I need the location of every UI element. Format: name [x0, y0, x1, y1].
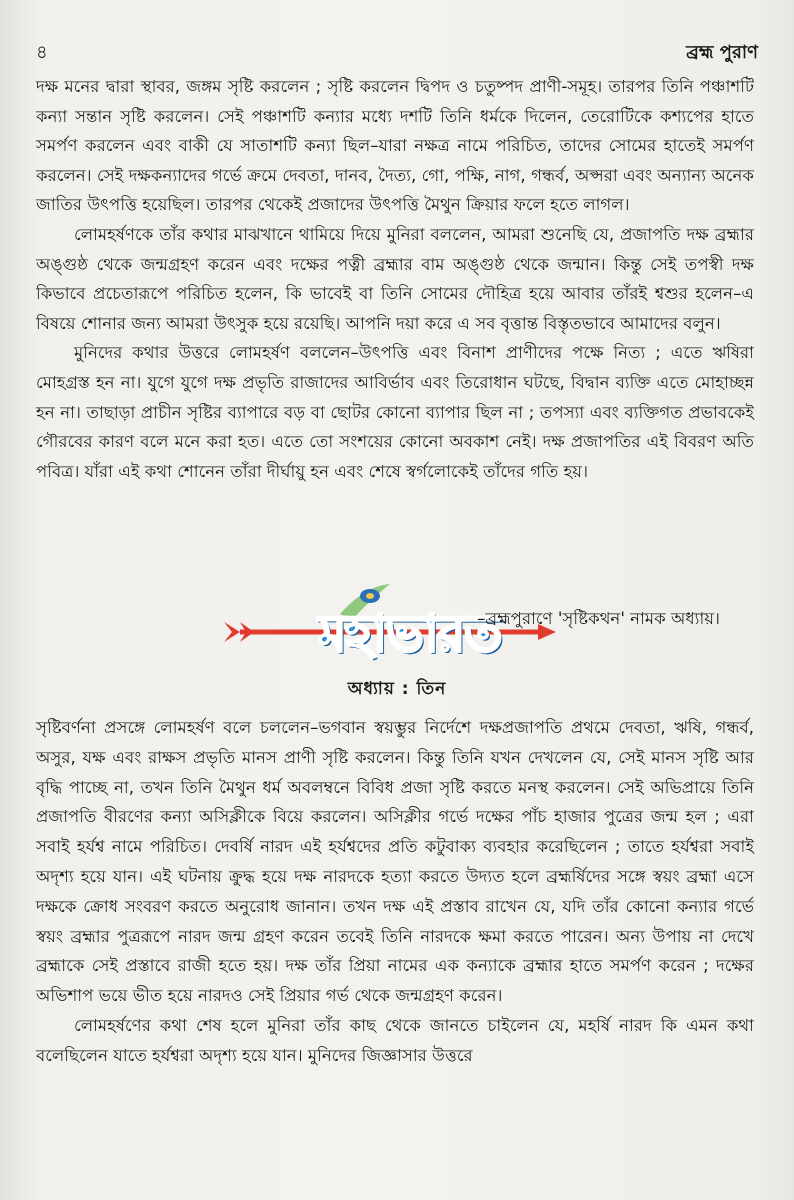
- running-head: ব্রহ্ম পুরাণ: [686, 42, 758, 63]
- paragraph: লোমহর্ষণকে তাঁর কথার মাঝখানে থামিয়ে দিয়ে মুনিরা বললেন, আমরা শুনেছি যে, প্রজাপতি দক্ষ ব্রহ্মার অঙ্গুষ্ঠ থেকে জন্মগ্রহণ করেন এবং দক্ষের পত্নী ব্রহ্মার বাম অঙ্গুষ্ঠ থেকে জন্মান। কিন্তু সেই তপস্বী দক্ষ কিভাবে প্রচেতারূপে পরিচিত হলেন, কি ভাবেই বা তিনি সোমের দৌহিত্র হয়ে আবার তাঁরই শ্বশুর হলেন–এ বিষয়ে শোনার জন্য আমরা উৎসুক হয়ে রয়েছি। আপনি দয়া করে এ সব বৃত্তান্ত বিস্তৃতভাবে আমাদের বলুন।: [36, 224, 754, 333]
- chapter-heading: অধ্যায় : তিন: [347, 679, 447, 699]
- body-text-top: [36, 72, 754, 486]
- paragraph: মুনিদের কথার উত্তরে লোমহর্ষণ বললেন–উৎপত্তি এবং বিনাশ প্রাণীদের পক্ষে নিত্য ; এতে ঋষিরা মোহগ্রস্ত হন না। যুগে যুগে দক্ষ প্রভৃতি রাজাদের আবির্ভাব এবং তিরোধান ঘটছে, বিদ্বান ব্যক্তি এতে মোহাচ্ছন্ন হন না। তাছাড়া প্রাচীন সৃষ্টির ব্যাপারে বড় বা ছোটর কোনো ব্যাপার ছিল না ; তপস্যা এবং ব্যক্তিগত প্রভাবকেই গৌরবের কারণ বলে মনে করা হত। এতে তো সংশয়ের কোনো অবকাশ নেই। দক্ষ প্রজাপতির এই বিবরণ অতি পবিত্র। যাঁরা এই কথা শোনেন তাঁরা দীর্ঘায়ু হন এবং শেষে স্বর্গলোকেই তাঁদের গতি হয়।: [36, 343, 754, 481]
- body-text-bottom: [36, 713, 754, 1071]
- watermark-logo-text: মহাভারত: [318, 604, 501, 664]
- chapter-end-caption: –ব্রহ্মপুরাণে 'সৃষ্টিকথন' নামক অধ্যায়।: [477, 609, 720, 628]
- paragraph: সৃষ্টিবর্ণনা প্রসঙ্গে লোমহর্ষণ বলে চললেন–ভগবান স্বয়ম্ভুর নির্দেশে দক্ষপ্রজাপতি প্রথমে দেবতা, ঋষি, গন্ধর্ব, অসুর, যক্ষ এবং রাক্ষস প্রভৃতি মানস প্রাণী সৃষ্টি করলেন। কিন্তু তিনি যখন দেখলেন যে, সেই মানস সৃষ্টি আর বৃদ্ধি পাচ্ছে না, তখন তিনি মৈথুন ধর্ম অবলম্বনে বিবিধ প্রজা সৃষ্টি করতে মনস্থ করলেন। সেই অভিপ্রায়ে তিনি প্রজাপতি বীরণের কন্যা অসিক্লীকে বিয়ে করলেন। অসিক্লীর গর্ভে দক্ষের পাঁচ হাজার পুত্রের জন্ম হল ; এরা সবাই হর্যশ্ব নামে পরিচিত। দেবর্ষি নারদ এই হর্যশ্বদের প্রতি কটুবাক্য ব্যবহার করেছিলেন ; তাতে হর্যশ্বরা সবাই অদৃশ্য হয়ে যান। এই ঘটনায় ক্রুদ্ধ হয়ে দক্ষ নারদকে হত্যা করতে উদ্যত হলে ব্রহ্মর্ষিদের সঙ্গে স্বয়ং ব্রহ্মা এসে দক্ষকে ক্রোধ সংবরণ করতে অনুরোধ জানান। তখন দক্ষ এই প্রস্তাব রাখেন যে, যদি তাঁর কোনো কন্যার গর্ভে স্বয়ং ব্রহ্মার পুত্ররূপে নারদ জন্ম গ্রহণ করেন তবেই তিনি নারদকে ক্ষমা করতে পারেন। অন্য উপায় না দেখে ব্রহ্মাকে সেই প্রস্তাবে রাজী হতে হয়। দক্ষ তাঁর প্রিয়া নামের এক কন্যাকে ব্রহ্মার হাতে সমর্পণ করেন ; দক্ষের অভিশাপ ভয়ে ভীত হয়ে নারদও সেই প্রিয়ার গর্ভ থেকে জন্মগ্রহণ করেন।: [36, 718, 754, 1006]
- page-number: ৪: [36, 42, 48, 63]
- paragraph: লোমহর্ষণের কথা শেষ হলে মুনিরা তাঁর কাছ থেকে জানতে চাইলেন যে, মহর্ষি নারদ কি এমন কথা বলেছিলেন যাতে হর্যশ্বরা অদৃশ্য হয়ে যান। মুনিদের জিজ্ঞাসার উত্তরে: [36, 1015, 754, 1065]
- paragraph: দক্ষ মনের দ্বারা স্থাবর, জঙ্গম সৃষ্টি করলেন ; সৃষ্টি করলেন দ্বিপদ ও চতুষ্পদ প্রাণী-সমূহ। তারপর তিনি পঞ্চাশটি কন্যা সন্তান সৃষ্টি করলেন। সেই পঞ্চাশটি কন্যার মধ্যে দশটি তিনি ধর্মকে দিলেন, তেরোটিকে কশ্যপের হাতে সমর্পণ করলেন এবং বাকী যে সাতাশটি কন্যা ছিল–যারা নক্ষত্র নামে পরিচিত, তাদের সোমের হাতেই সমর্পণ করলেন। সেই দক্ষকন্যাদের গর্ভে ক্রমে দেবতা, দানব, দৈত্য, গো, পক্ষি, নাগ, গন্ধর্ব, অপ্সরা এবং অন্যান্য অনেক জাতির উৎপত্তি হয়েছিল। তারপর থেকেই প্রজাদের উৎপত্তি মৈথুন ক্রিয়ার ফলে হতে লাগল।: [36, 77, 754, 215]
- page-header: [36, 38, 758, 68]
